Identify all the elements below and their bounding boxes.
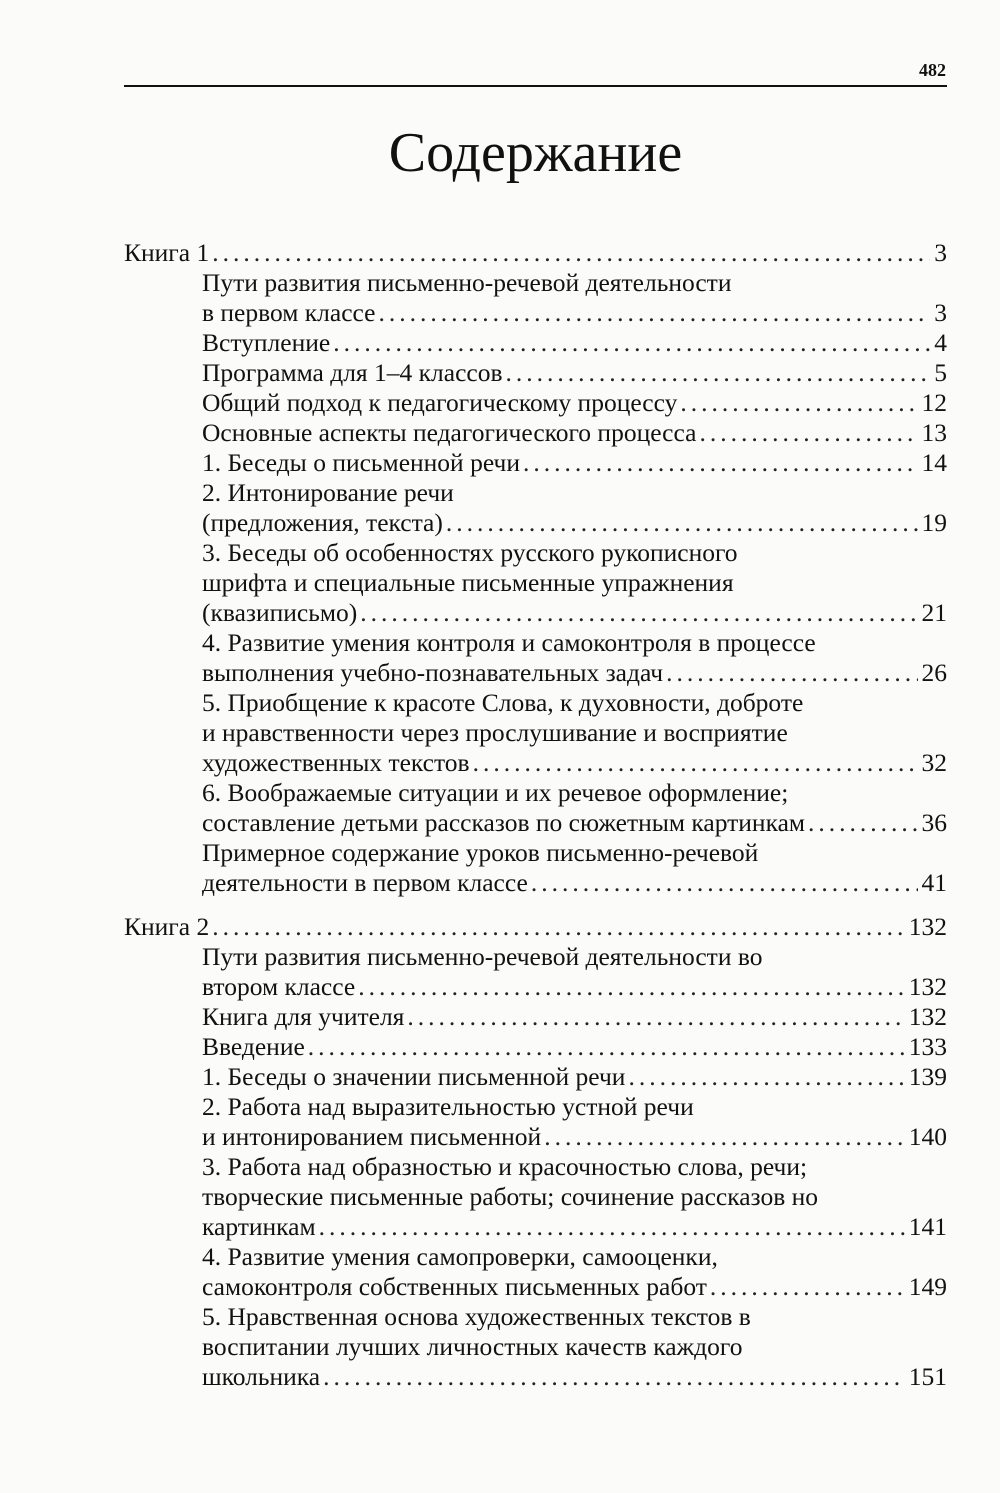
toc-entry-line [124, 268, 947, 298]
toc-entry [124, 418, 947, 448]
toc-entry-line [124, 972, 947, 1002]
toc-page-number: 21 [921, 598, 947, 627]
toc-page-number: 132 [908, 1002, 947, 1031]
toc-entry [124, 328, 947, 358]
dot-leader [531, 868, 918, 898]
toc-entry [124, 942, 947, 1002]
toc-entry-line [124, 1182, 947, 1212]
toc-entry-text: творческие письменные работы; сочинение рассказов но [202, 1182, 819, 1211]
dot-leader [378, 298, 930, 328]
toc-entry-text: Программа для 1–4 классов [202, 358, 503, 387]
header-rule [124, 85, 947, 87]
toc-page-number: 141 [908, 1212, 947, 1241]
toc-entry-text: втором классе [202, 972, 356, 1001]
dot-leader [523, 448, 918, 478]
toc-entry-line [124, 868, 947, 898]
toc-entry-text: 4. Развитие умения контроля и самоконтроля в процессе [202, 628, 816, 657]
dot-leader [212, 912, 905, 942]
toc-book-1 [124, 238, 947, 898]
toc-entry [124, 388, 947, 418]
toc-page-number: 26 [921, 658, 947, 687]
toc-entry-text: Пути развития письменно-речевой деятельности во [202, 942, 763, 971]
toc-page-number: 139 [908, 1062, 947, 1091]
toc-entry [124, 1062, 947, 1092]
dot-leader [680, 388, 917, 418]
toc-entry [124, 1092, 947, 1152]
dot-leader [212, 238, 930, 268]
toc-page-number: 12 [921, 388, 947, 417]
toc-entry [124, 538, 947, 628]
toc-page-number: 19 [921, 508, 947, 537]
dot-leader [544, 1122, 905, 1152]
toc-entry-text: Вступление [202, 328, 331, 357]
toc-entry-text: Основные аспекты педагогического процесса [202, 418, 697, 447]
toc-entry-text: 2. Работа над выразительностью устной речи [202, 1092, 694, 1121]
toc-entry [124, 688, 947, 778]
dot-leader [407, 1002, 904, 1032]
toc-entry-line [124, 1122, 947, 1152]
toc-entry-text: 4. Развитие умения самопроверки, самооценки, [202, 1242, 718, 1271]
toc-entry [124, 448, 947, 478]
toc-entry-text: (квазиписьмо) [202, 598, 358, 627]
toc-entry-text: деятельности в первом классе [202, 868, 528, 897]
dot-leader [473, 748, 918, 778]
toc-page-number: 132 [908, 912, 947, 941]
toc-entry-text: 2. Интонирование речи [202, 478, 454, 507]
toc-entry-line [124, 658, 947, 688]
dot-leader [666, 658, 917, 688]
toc-entry-text: выполнения учебно-познавательных задач [202, 658, 664, 687]
toc-entry [124, 1032, 947, 1062]
dot-leader [699, 418, 917, 448]
toc-entry-text: картинкам [202, 1212, 316, 1241]
toc-entry-line [124, 748, 947, 778]
toc-entry-line [124, 1272, 947, 1302]
toc-page-number: 13 [921, 418, 947, 447]
dot-leader [308, 1032, 905, 1062]
toc-entry-line [124, 538, 947, 568]
toc-entry-text: 3. Беседы об особенностях русского рукописного [202, 538, 738, 567]
toc-page-number: 3 [934, 298, 947, 327]
dot-leader [360, 598, 917, 628]
toc-book-heading [124, 238, 947, 268]
toc-entry-text: 1. Беседы о письменной речи [202, 448, 520, 477]
toc-entry-line [124, 718, 947, 748]
toc-entry-text: Введение [202, 1032, 305, 1061]
toc-entry-line [124, 328, 947, 358]
toc-entry [124, 358, 947, 388]
toc-entry [124, 778, 947, 838]
toc-entry-line [124, 448, 947, 478]
toc-entry-text: 1. Беседы о значении письменной речи [202, 1062, 626, 1091]
toc-entry [124, 268, 947, 328]
page-number: 482 [919, 60, 946, 80]
toc-page-number: 32 [921, 748, 947, 777]
dot-leader [319, 1212, 905, 1242]
toc-entry-line [124, 628, 947, 658]
toc-entry [124, 478, 947, 538]
toc-entry-line [124, 478, 947, 508]
dot-leader [628, 1062, 904, 1092]
dot-leader [506, 358, 931, 388]
toc-entry-line [124, 808, 947, 838]
toc-book-heading [124, 912, 947, 942]
toc-page-number: 151 [908, 1362, 947, 1391]
toc-entry-text: и интонированием письменной [202, 1122, 542, 1151]
toc-page-number: 149 [908, 1272, 947, 1301]
dot-leader [808, 808, 917, 838]
toc-page-number: 36 [921, 808, 947, 837]
toc-entry-line [124, 1152, 947, 1182]
toc-entry-line [124, 838, 947, 868]
toc-entry-text: Общий подход к педагогическому процессу [202, 388, 678, 417]
toc-entry-text: школьника [202, 1362, 321, 1391]
toc-entry-line [124, 298, 947, 328]
toc-entry-text: самоконтроля собственных письменных работ [202, 1272, 707, 1301]
toc-entry-line [124, 1212, 947, 1242]
toc-entry-text: Книга для учителя [202, 1002, 405, 1031]
toc-entry-text: Примерное содержание уроков письменно-речевой [202, 838, 759, 867]
toc-book-2 [124, 912, 947, 1392]
toc-book-label: Книга 2 [124, 912, 210, 941]
toc-page-number: 133 [908, 1032, 947, 1061]
toc-entry-text: составление детьми рассказов по сюжетным картинкам [202, 808, 806, 837]
toc-entry-line [124, 1302, 947, 1332]
toc-entry [124, 1242, 947, 1302]
dot-leader [446, 508, 918, 538]
toc-entry-text: 5. Нравственная основа художественных текстов в [202, 1302, 751, 1331]
dot-leader [710, 1272, 905, 1302]
toc-page-number: 132 [908, 972, 947, 1001]
toc-entry-line [124, 388, 947, 418]
toc-entry [124, 838, 947, 898]
toc-page-number: 41 [921, 868, 947, 897]
page-title: Содержание [388, 122, 683, 184]
toc-entry-text: шрифта и специальные письменные упражнения [202, 568, 734, 597]
toc-page-number: 5 [934, 358, 947, 387]
toc-entry-text: воспитании лучших личностных качеств каждого [202, 1332, 743, 1361]
toc-entry-text: в первом классе [202, 298, 376, 327]
dot-leader [333, 328, 930, 358]
toc-entry-line [124, 778, 947, 808]
toc-entry-text: художественных текстов [202, 748, 470, 777]
toc-entry-line [124, 942, 947, 972]
toc-entry-line [124, 568, 947, 598]
table-of-contents [124, 238, 947, 1406]
dot-leader [323, 1362, 905, 1392]
toc-entry-text: 5. Приобщение к красоте Слова, к духовности, доброте [202, 688, 804, 717]
dot-leader [358, 972, 905, 1002]
toc-entry-text: (предложения, текста) [202, 508, 443, 537]
toc-entry [124, 1002, 947, 1032]
toc-entry-line [124, 1002, 947, 1032]
toc-entry-line [124, 1062, 947, 1092]
toc-entry-text: Пути развития письменно-речевой деятельности [202, 268, 732, 297]
toc-page-number: 4 [934, 328, 947, 357]
toc-entry [124, 628, 947, 688]
toc-entry-line [124, 1332, 947, 1362]
toc-entry-text: 6. Воображаемые ситуации и их речевое оформление; [202, 778, 789, 807]
toc-entry-line [124, 1242, 947, 1272]
toc-entry-line [124, 1092, 947, 1122]
toc-entry-line [124, 358, 947, 388]
toc-entry [124, 1302, 947, 1392]
toc-entry [124, 1152, 947, 1242]
toc-entry-line [124, 418, 947, 448]
toc-entry-text: и нравственности через прослушивание и восприятие [202, 718, 788, 747]
toc-book-label: Книга 1 [124, 238, 210, 267]
toc-entry-line [124, 688, 947, 718]
toc-page-number: 140 [908, 1122, 947, 1151]
toc-entry-line [124, 1362, 947, 1392]
toc-page-number: 14 [921, 448, 947, 477]
toc-entry-line [124, 508, 947, 538]
toc-entry-text: 3. Работа над образностью и красочностью слова, речи; [202, 1152, 808, 1181]
toc-entry-line [124, 1032, 947, 1062]
toc-entry-line [124, 598, 947, 628]
toc-page-number: 3 [934, 238, 947, 267]
